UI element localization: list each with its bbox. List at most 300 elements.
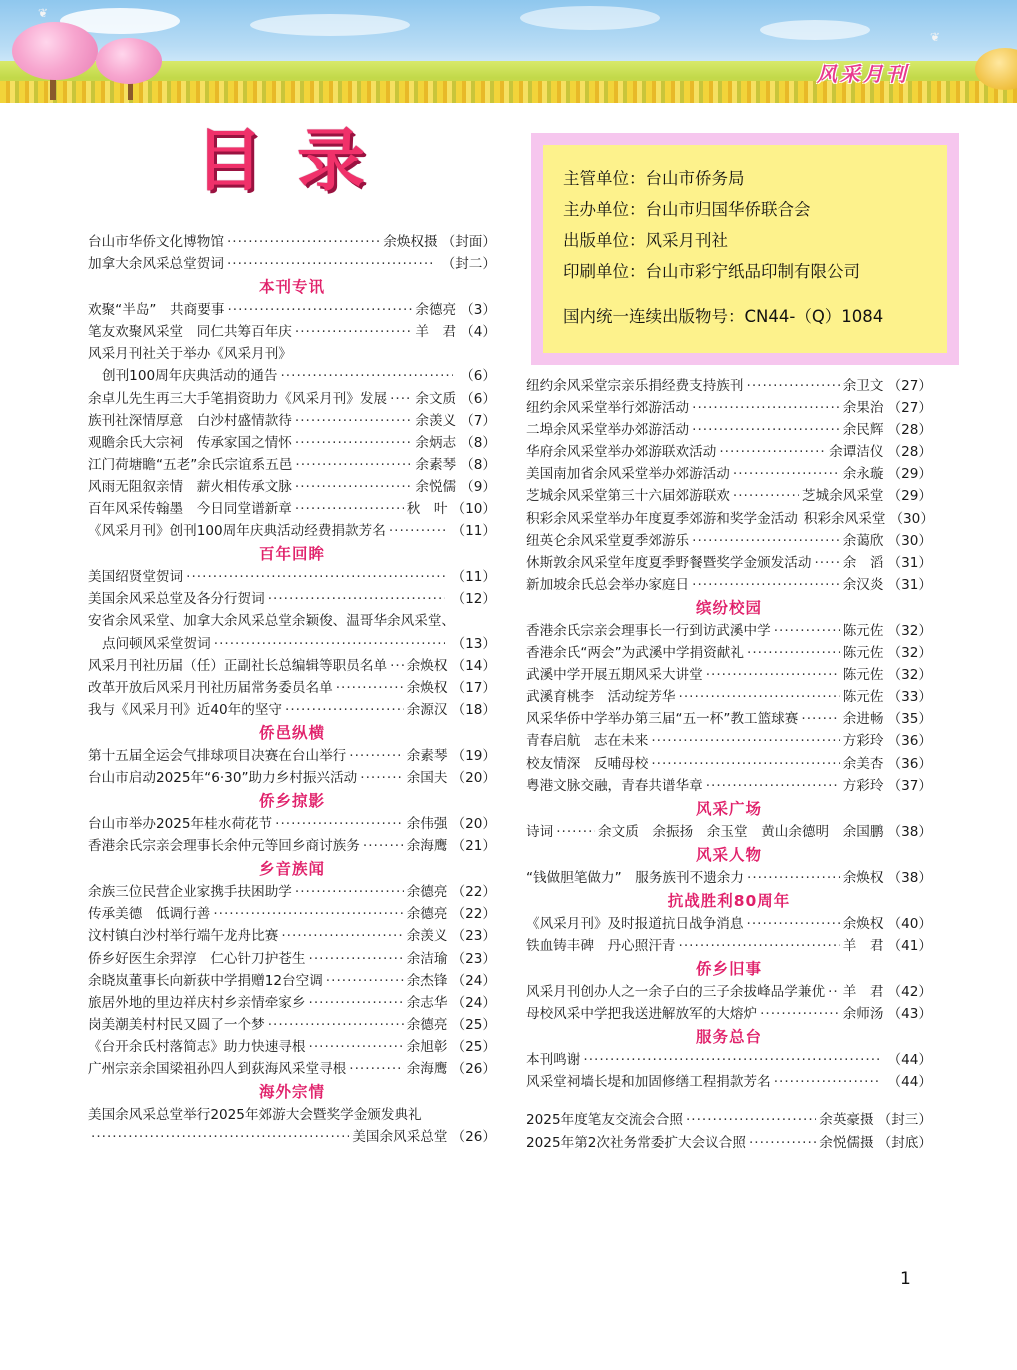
entry-page: （31） bbox=[887, 576, 932, 593]
dot-leader bbox=[651, 753, 839, 775]
entry-title: 江门荷塘瞻“五老”余氏宗谊系五邑 bbox=[88, 456, 293, 473]
entry-author: 余炳志 bbox=[415, 434, 457, 451]
entry-author: 余师汤 bbox=[842, 1006, 884, 1023]
toc-entry[interactable] bbox=[88, 925, 496, 947]
entry-author: 余素琴 bbox=[415, 456, 457, 473]
toc-entry[interactable] bbox=[88, 321, 496, 343]
dot-leader bbox=[390, 655, 404, 677]
dot-leader bbox=[295, 881, 404, 903]
entry-page: （26） bbox=[451, 1129, 496, 1146]
page-title: 目录 bbox=[195, 122, 400, 201]
entry-title: 改革开放后风采月刊社历届常务委员名单 bbox=[88, 679, 333, 696]
toc-entry[interactable] bbox=[88, 588, 496, 610]
entry-title: 风采月刊创办人之一余子白的三子余拔峰品学兼优 bbox=[526, 984, 826, 1001]
dot-leader bbox=[227, 231, 380, 253]
section-heading: 抗战胜利80周年 bbox=[667, 891, 791, 910]
dot-leader bbox=[679, 686, 840, 708]
toc-entry[interactable] bbox=[88, 1058, 496, 1080]
entry-title: 休斯敦余风采堂年度夏季野餐暨奖学金颁发活动 bbox=[526, 554, 812, 571]
dot-leader bbox=[309, 948, 404, 970]
entry-title: 校友情深 反哺母校 bbox=[526, 755, 649, 772]
entry-title: 余族三位民营企业家携手扶困助学 bbox=[88, 884, 292, 901]
entry-title: 族刊社深情厚意 白沙村盛情款待 bbox=[88, 412, 292, 429]
dot-leader bbox=[285, 699, 404, 721]
entry-title: 香港余氏“两会”为武溪中学捐资献礼 bbox=[526, 645, 744, 662]
entry-page: （41） bbox=[887, 937, 932, 954]
entry-author: 余焕权 bbox=[406, 679, 448, 696]
entry-title: 积彩余风采堂举办年度夏季郊游和奖学金活动 bbox=[526, 510, 798, 527]
toc-entry[interactable] bbox=[88, 454, 496, 476]
toc-entry[interactable] bbox=[526, 821, 932, 843]
entry-title: 武溪中学开展五期风采大讲堂 bbox=[526, 667, 703, 684]
entry-page: （封三） bbox=[877, 1112, 932, 1129]
toc-entry[interactable] bbox=[88, 1014, 496, 1036]
entry-author: 余杰锋 bbox=[406, 972, 448, 989]
entry-title: 纽约余风采堂宗亲乐捐经费支持族刊 bbox=[526, 378, 744, 394]
toc-entry[interactable] bbox=[88, 343, 496, 365]
entry-author: 芝城余风采堂 bbox=[801, 488, 884, 505]
entry-page: （22） bbox=[451, 884, 496, 901]
entry-author: 余羡义 bbox=[415, 412, 457, 429]
entry-author: 余海鹰 bbox=[406, 838, 448, 855]
entry-page: （30） bbox=[889, 510, 934, 527]
entry-author: 羊 君 bbox=[415, 324, 457, 341]
entry-title: 风采月刊社历届（任）正副社长总编辑等职员名单 bbox=[88, 657, 388, 674]
dot-leader bbox=[747, 375, 840, 397]
entry-title: 粤港文脉交融，青春共谱华章 bbox=[526, 777, 703, 794]
entry-page: （8） bbox=[460, 456, 496, 473]
entry-page: （封底） bbox=[877, 1134, 932, 1151]
entry-author: 美国余风采总堂 bbox=[352, 1129, 448, 1146]
entry-author: 方彩玲 bbox=[842, 777, 884, 794]
toc-entry[interactable] bbox=[526, 419, 932, 441]
dot-leader bbox=[213, 903, 403, 925]
toc-entry[interactable] bbox=[88, 231, 496, 253]
dot-leader bbox=[309, 1036, 404, 1058]
section-heading: 侨乡掠影 bbox=[258, 792, 325, 811]
entry-page: （28） bbox=[887, 444, 932, 461]
toc-entry[interactable] bbox=[526, 485, 932, 507]
toc-entry[interactable] bbox=[526, 620, 932, 642]
section-heading: 侨乡旧事 bbox=[695, 960, 762, 979]
entry-author: 余谭洁仪 bbox=[829, 444, 884, 461]
entry-title: 《台开余氏村落简志》助力快速寻根 bbox=[88, 1038, 306, 1055]
toc-entry[interactable] bbox=[526, 508, 932, 530]
entry-page: （42） bbox=[887, 984, 932, 1001]
entry-title: 广州宗亲余国梁祖孙四人到荻海风采堂寻根 bbox=[88, 1061, 347, 1077]
dot-leader bbox=[692, 574, 840, 596]
toc-entry[interactable] bbox=[526, 463, 932, 485]
entry-author: 余伟强 bbox=[406, 816, 448, 833]
entry-page: （11） bbox=[451, 523, 496, 540]
entry-page: （31） bbox=[887, 554, 932, 571]
toc-entry[interactable] bbox=[526, 1109, 932, 1131]
entry-page: （32） bbox=[887, 622, 932, 639]
entry-author: 余果治 bbox=[842, 400, 884, 417]
entry-author: 陈元佐 bbox=[842, 689, 884, 706]
entry-page: （20） bbox=[451, 769, 496, 786]
dot-leader bbox=[583, 1049, 880, 1071]
dot-leader bbox=[774, 1071, 881, 1093]
entry-author: 余焕权 bbox=[842, 869, 884, 886]
entry-title: 二埠余风采堂举办郊游活动 bbox=[526, 422, 690, 439]
entry-title: 台山市举办2025年桂水荷花节 bbox=[88, 816, 273, 833]
entry-title: 余晓岚董事长向新荻中学捐赠12台空调 bbox=[88, 972, 323, 989]
entry-title: 纽约余风采堂举行郊游活动 bbox=[526, 400, 690, 417]
entry-page: （封面） bbox=[441, 234, 496, 250]
dot-leader bbox=[390, 388, 412, 410]
entry-author: 余焕权摄 bbox=[383, 234, 438, 250]
entry-title: 风采月刊社关于举办《风采月刊》 bbox=[88, 346, 292, 363]
entry-title: 风采堂祠墙长堤和加固修缮工程捐款芳名 bbox=[526, 1074, 771, 1091]
toc-entry[interactable] bbox=[88, 948, 496, 970]
entry-title: 我与《风采月刊》近40年的坚守 bbox=[88, 701, 283, 718]
entry-author: 余德亮 bbox=[406, 906, 448, 923]
toc-entry[interactable] bbox=[88, 299, 496, 321]
entry-title: 2025年度笔友交流会合照 bbox=[526, 1112, 683, 1129]
entry-author: 余旭彰 bbox=[406, 1038, 448, 1055]
entry-page: （3） bbox=[460, 302, 496, 319]
printer-line: 印刷单位：台山市彩宁纸品印制有限公司 bbox=[563, 262, 860, 281]
dot-leader bbox=[186, 566, 444, 588]
cloud-decoration bbox=[760, 20, 870, 40]
section-heading: 缤纷校园 bbox=[695, 598, 762, 617]
entry-author: 陈元佐 bbox=[842, 667, 884, 684]
dot-leader bbox=[556, 821, 595, 843]
toc-entry[interactable] bbox=[88, 655, 496, 677]
entry-author: 余文质 bbox=[415, 390, 457, 407]
entry-page: （25） bbox=[451, 1038, 496, 1055]
dot-leader bbox=[801, 708, 839, 730]
dot-leader bbox=[309, 992, 404, 1014]
toc-entry[interactable] bbox=[88, 610, 496, 632]
entry-page: （7） bbox=[460, 412, 496, 429]
toc-entry[interactable] bbox=[526, 981, 932, 1003]
dot-leader bbox=[706, 664, 840, 686]
entry-title: “钱做胆笔做力” 服务族刊不遗余力 bbox=[526, 869, 744, 886]
dot-leader bbox=[747, 913, 840, 935]
entry-page: （20） bbox=[451, 816, 496, 833]
dot-leader bbox=[268, 1014, 404, 1036]
entry-page: （19） bbox=[451, 747, 496, 764]
section-heading: 百年回眸 bbox=[258, 545, 325, 564]
dot-leader bbox=[651, 730, 839, 752]
entry-author: 余海鹰 bbox=[406, 1061, 448, 1077]
dot-leader bbox=[295, 410, 412, 432]
section-heading: 风采人物 bbox=[695, 845, 762, 864]
dot-leader bbox=[814, 552, 839, 574]
entry-title: 纽英仑余风采堂夏季郊游乐 bbox=[526, 532, 690, 549]
toc-entry[interactable] bbox=[526, 867, 932, 889]
toc-entry[interactable] bbox=[88, 767, 496, 789]
entry-title: 诗词 bbox=[526, 823, 554, 840]
entry-author: 余英豪摄 bbox=[819, 1112, 874, 1129]
dot-leader bbox=[774, 620, 840, 642]
dot-leader bbox=[747, 867, 840, 889]
dot-leader bbox=[336, 677, 404, 699]
dot-leader bbox=[363, 835, 404, 857]
dot-leader bbox=[275, 813, 404, 835]
toc-entry[interactable] bbox=[88, 970, 496, 992]
toc-entry[interactable] bbox=[526, 1071, 932, 1093]
header-banner bbox=[0, 0, 1017, 103]
entry-page: （12） bbox=[451, 591, 496, 608]
entry-page: （44） bbox=[887, 1052, 932, 1069]
toc-entry[interactable] bbox=[88, 365, 496, 387]
toc-entry[interactable] bbox=[526, 574, 932, 596]
entry-author: 余卫文 bbox=[842, 378, 884, 394]
toc-entry[interactable] bbox=[88, 476, 496, 498]
entry-author: 余永璇 bbox=[842, 466, 884, 483]
toc-right-column bbox=[526, 375, 932, 1154]
section-heading: 乡音族闻 bbox=[258, 860, 325, 879]
entry-title: 欢聚“半岛” 共商要事 bbox=[88, 302, 225, 319]
toc-entry[interactable] bbox=[526, 642, 932, 664]
dot-leader bbox=[389, 520, 445, 542]
entry-title: 铁血铸丰碑 丹心照汗青 bbox=[526, 937, 676, 954]
dot-leader bbox=[227, 253, 435, 275]
dot-leader bbox=[828, 981, 840, 1003]
toc-entry[interactable] bbox=[88, 633, 496, 655]
entry-page: （封二） bbox=[441, 256, 496, 273]
entry-title: 岗美潮美村村民又圆了一个梦 bbox=[88, 1016, 265, 1033]
toc-entry[interactable] bbox=[526, 552, 932, 574]
toc-entry[interactable] bbox=[526, 913, 932, 935]
entry-title: 风采华侨中学举办第三届“五一杯”教工篮球赛 bbox=[526, 711, 799, 728]
entry-page: （14） bbox=[451, 657, 496, 674]
toc-entry[interactable] bbox=[88, 1104, 496, 1126]
toc-entry[interactable] bbox=[88, 813, 496, 835]
entry-page: （29） bbox=[887, 466, 932, 483]
entry-author: 余悦儒摄 bbox=[819, 1134, 874, 1151]
dot-leader bbox=[692, 397, 840, 419]
dot-leader bbox=[749, 1132, 816, 1154]
entry-page: （22） bbox=[451, 906, 496, 923]
entry-page: （28） bbox=[887, 422, 932, 439]
entry-page: （32） bbox=[887, 667, 932, 684]
entry-title: 青春启航 志在未来 bbox=[526, 733, 649, 750]
entry-page: （24） bbox=[451, 972, 496, 989]
toc-entry[interactable] bbox=[526, 664, 932, 686]
toc-entry[interactable] bbox=[526, 708, 932, 730]
entry-page: （6） bbox=[460, 390, 496, 407]
toc-entry[interactable] bbox=[88, 677, 496, 699]
toc-entry[interactable] bbox=[526, 397, 932, 419]
entry-author: 余美杏 bbox=[842, 755, 884, 772]
entry-page: （36） bbox=[887, 755, 932, 772]
dot-leader bbox=[719, 441, 826, 463]
toc-entry[interactable] bbox=[526, 775, 932, 797]
entry-page: （29） bbox=[887, 488, 932, 505]
dot-leader bbox=[227, 299, 412, 321]
dot-leader bbox=[706, 775, 840, 797]
entry-title: 台山市启动2025年“6·30”助力乡村振兴活动 bbox=[88, 769, 358, 786]
entry-title: 新加坡余氏总会举办家庭日 bbox=[526, 576, 690, 593]
entry-page: （27） bbox=[887, 378, 932, 394]
entry-author: 余素琴 bbox=[406, 747, 448, 764]
entry-page: （27） bbox=[887, 400, 932, 417]
section-heading: 侨邑纵横 bbox=[258, 723, 325, 742]
entry-title: 余卓儿先生再三大手笔捐资助力《风采月刊》发展 bbox=[88, 390, 388, 407]
entry-page: （35） bbox=[887, 711, 932, 728]
section-heading: 本刊专讯 bbox=[258, 278, 325, 297]
entry-title: 《风采月刊》及时报道抗日战争消息 bbox=[526, 915, 744, 932]
entry-title: 美国余风采总堂及各分行贺词 bbox=[88, 591, 265, 608]
entry-page: （17） bbox=[451, 679, 496, 696]
entry-page: （18） bbox=[451, 701, 496, 718]
dot-leader bbox=[733, 485, 799, 507]
entry-page: （4） bbox=[460, 324, 496, 341]
toc-entry[interactable] bbox=[88, 566, 496, 588]
entry-author: 陈元佐 bbox=[842, 645, 884, 662]
entry-title: 2025年第2次社务常委扩大会议合照 bbox=[526, 1134, 746, 1151]
toc-entry[interactable] bbox=[88, 835, 496, 857]
sponsor-line: 主办单位：台山市归国华侨联合会 bbox=[563, 200, 811, 219]
toc-entry[interactable] bbox=[88, 388, 496, 410]
entry-title: 笔友欢聚风采堂 同仁共筹百年庆 bbox=[88, 324, 292, 341]
toc-entry[interactable] bbox=[88, 520, 496, 542]
toc-entry[interactable] bbox=[88, 253, 496, 275]
toc-entry[interactable] bbox=[526, 1049, 932, 1071]
entry-author: 余焕权 bbox=[842, 915, 884, 932]
entry-author: 余焕权 bbox=[406, 657, 448, 674]
entry-title: 第十五届全运会气排球项目决赛在台山举行 bbox=[88, 747, 347, 764]
toc-entry[interactable] bbox=[88, 410, 496, 432]
toc-entry[interactable] bbox=[88, 432, 496, 454]
entry-title: 芝城余风采堂第三十六届郊游联欢 bbox=[526, 488, 730, 505]
toc-entry[interactable] bbox=[88, 745, 496, 767]
entry-title: 香港余氏宗亲会理事长余仲元等回乡商讨族务 bbox=[88, 838, 360, 855]
entry-author: 方彩玲 bbox=[842, 733, 884, 750]
entry-title: 观瞻余氏大宗祠 传承家国之情怀 bbox=[88, 434, 292, 451]
bird-decoration: ❦ bbox=[930, 30, 941, 44]
dot-leader bbox=[686, 1109, 816, 1131]
entry-author: 余德亮 bbox=[406, 884, 448, 901]
entry-title: 华府余风采堂举办郊游联欢活动 bbox=[526, 444, 717, 461]
toc-entry[interactable] bbox=[526, 530, 932, 552]
dot-leader bbox=[91, 1126, 349, 1148]
dot-leader bbox=[281, 925, 403, 947]
entry-author: 积彩余风采堂 bbox=[803, 510, 886, 527]
dot-leader bbox=[295, 432, 412, 454]
toc-entry[interactable] bbox=[526, 686, 932, 708]
entry-page: （9） bbox=[460, 478, 496, 495]
dot-leader bbox=[760, 1003, 840, 1025]
entry-author: 秋 叶 bbox=[406, 501, 448, 518]
dot-leader bbox=[679, 935, 840, 957]
entry-page: （26） bbox=[451, 1061, 496, 1077]
entry-author: 余民辉 bbox=[842, 422, 884, 439]
spacer bbox=[526, 1093, 932, 1109]
entry-title: 美国南加省余风采堂举办郊游活动 bbox=[526, 466, 730, 483]
entry-page: （44） bbox=[887, 1074, 932, 1091]
entry-page: （36） bbox=[887, 733, 932, 750]
entry-page: （21） bbox=[451, 838, 496, 855]
toc-entry[interactable] bbox=[88, 903, 496, 925]
toc-entry[interactable] bbox=[526, 441, 932, 463]
toc-entry[interactable] bbox=[526, 753, 932, 775]
toc-entry[interactable] bbox=[526, 935, 932, 957]
entry-author: 余文质 余振扬 余玉堂 黄山余德明 余国鹏 bbox=[598, 823, 884, 840]
toc-left-column bbox=[88, 231, 496, 1148]
entry-title: 本刊鸣谢 bbox=[526, 1052, 581, 1069]
toc-entry[interactable] bbox=[526, 730, 932, 752]
entry-author: 余德亮 bbox=[415, 302, 457, 319]
section-heading: 服务总台 bbox=[695, 1028, 762, 1047]
dot-leader bbox=[295, 498, 404, 520]
entry-page: （37） bbox=[887, 777, 932, 794]
entry-author: 陈元佐 bbox=[842, 622, 884, 639]
entry-title: 《风采月刊》创刊100周年庆典活动经费捐款芳名 bbox=[88, 523, 386, 540]
toc-entry[interactable] bbox=[88, 1036, 496, 1058]
toc-entry[interactable] bbox=[88, 498, 496, 520]
toc-entry[interactable] bbox=[526, 375, 932, 397]
dot-leader bbox=[280, 365, 453, 387]
section-heading: 海外宗情 bbox=[258, 1083, 325, 1102]
toc-entry[interactable] bbox=[88, 881, 496, 903]
entry-title: 旅居外地的里边祥庆村乡亲情牵家乡 bbox=[88, 994, 306, 1011]
magazine-title: 风采月刊 bbox=[817, 62, 909, 86]
entry-title: 美国余风采总堂举行2025年郊游大会暨奖学金颁发典礼 bbox=[88, 1107, 422, 1124]
entry-page: （25） bbox=[451, 1016, 496, 1033]
entry-page: （6） bbox=[460, 368, 496, 385]
toc-entry[interactable] bbox=[88, 992, 496, 1014]
entry-page: （43） bbox=[887, 1006, 932, 1023]
entry-page: （23） bbox=[451, 950, 496, 967]
entry-author: 余洁瑜 bbox=[406, 950, 448, 967]
entry-title: 百年风采传翰墨 今日同堂谱新章 bbox=[88, 501, 292, 518]
entry-title: 侨乡好医生余羿淳 仁心针刀护苍生 bbox=[88, 950, 306, 967]
supervisor-line: 主管单位：台山市侨务局 bbox=[563, 169, 745, 188]
publication-info-content bbox=[543, 145, 947, 353]
entry-author: 余进畅 bbox=[842, 711, 884, 728]
entry-page: （32） bbox=[887, 645, 932, 662]
entry-title: 安省余风采堂、加拿大余风采总堂余颖俊、温哥华余风采堂、 bbox=[88, 613, 456, 630]
dot-leader bbox=[268, 588, 445, 610]
toc-entry[interactable] bbox=[526, 1132, 932, 1154]
bird-decoration: ❦ bbox=[38, 6, 49, 20]
cloud-decoration bbox=[250, 14, 410, 36]
entry-author: 余国夫 bbox=[406, 769, 448, 786]
entry-page: （40） bbox=[887, 915, 932, 932]
toc-entry[interactable] bbox=[88, 699, 496, 721]
dot-leader bbox=[295, 454, 412, 476]
entry-author: 余源汉 bbox=[406, 701, 448, 718]
entry-title: 武溪育桃李 活动绽芳华 bbox=[526, 689, 676, 706]
dot-leader bbox=[349, 745, 403, 767]
dot-leader bbox=[360, 767, 403, 789]
toc-entry[interactable] bbox=[88, 1126, 496, 1148]
entry-author: 余德亮 bbox=[406, 1016, 448, 1033]
entry-title: 创刊100周年庆典活动的通告 bbox=[102, 368, 278, 385]
entry-title: 点问顿风采堂贺词 bbox=[102, 635, 211, 652]
entry-page: （30） bbox=[887, 532, 932, 549]
toc-entry[interactable] bbox=[526, 1003, 932, 1025]
serial-number-line: 国内统一连续出版物号：CN44-（Q）1084 bbox=[563, 307, 884, 326]
dot-leader bbox=[747, 642, 840, 664]
dot-leader bbox=[733, 463, 840, 485]
entry-title: 加拿大余风采总堂贺词 bbox=[88, 256, 224, 273]
page-number: 1 bbox=[900, 1269, 911, 1289]
entry-page: （11） bbox=[451, 569, 496, 586]
entry-author: 羊 君 bbox=[842, 937, 884, 954]
entry-title: 风雨无阻叙亲情 薪火相传承文脉 bbox=[88, 478, 292, 495]
section-heading: 风采广场 bbox=[695, 799, 762, 818]
dot-leader bbox=[295, 321, 412, 343]
entry-author: 余汉炎 bbox=[842, 576, 884, 593]
entry-author: 余悦儒 bbox=[415, 478, 457, 495]
entry-author: 余蔼欣 bbox=[842, 532, 884, 549]
